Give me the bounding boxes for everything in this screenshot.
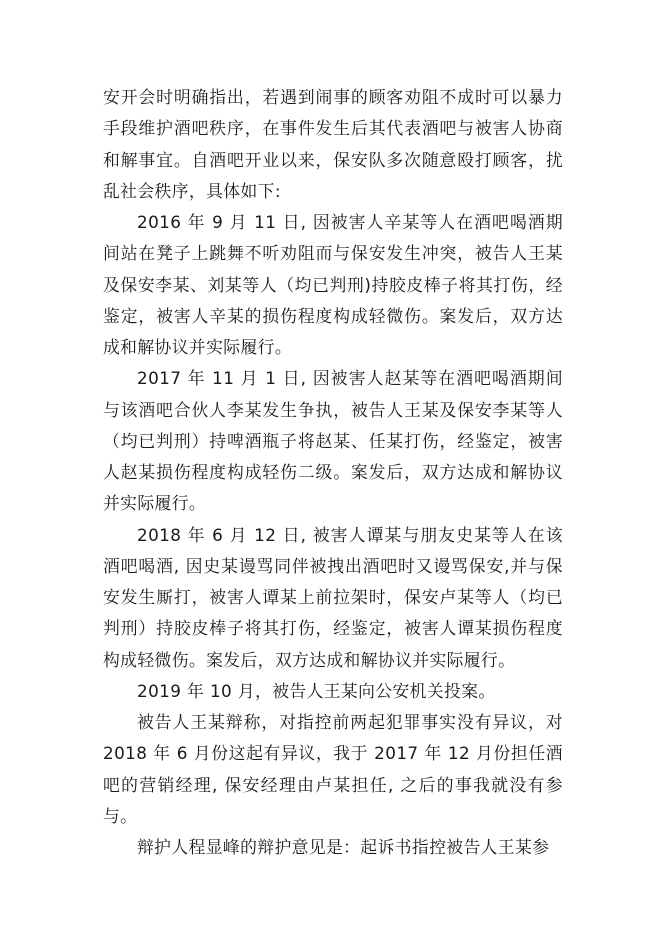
paragraph-continuation: 安开会时明确指出，若遇到闹事的顾客劝阻不成时可以暴力手段维护酒吧秩序，在事件发生后其代表酒吧与被害人协商和解事宜。自酒吧开业以来，保安队多次随意殴打顾客，扰乱社会秩序，具体如下: <box>103 87 563 201</box>
paragraph-surrender-2019: 2019 年 10 月，被告人王某向公安机关投案。 <box>137 680 496 701</box>
document-body <box>103 82 563 863</box>
paragraph-incident-2017: 2017 年 11 月 1 日, 因被害人赵某等在酒吧喝酒期间与该酒吧合伙人李某发生争执，被告人王某及保安李某等人（均已判刑）持啤酒瓶子将赵某、任某打伤，经鉴定，被害人赵某损伤程度构成轻伤二级。案发后，双方达成和解协议并实际履行。 <box>103 368 563 514</box>
paragraph-defendant-statement: 被告人王某辩称，对指控前两起犯罪事实没有异议，对 2018 年 6 月份这起有异议，我于 2017 年 12 月份担任酒吧的营销经理, 保安经理由卢某担任, 之后的事我就没有参与。 <box>103 712 563 826</box>
paragraph-defense-opinion: 辩护人程显峰的辩护意见是：起诉书指控被告人王某参 <box>137 837 550 857</box>
paragraph-incident-2018: 2018 年 6 月 12 日, 被害人谭某与朋友史某等人在该酒吧喝酒, 因史某谩骂同伴被拽出酒吧时又谩骂保安,并与保安发生厮打，被害人谭某上前拉架时，保安卢某等人（均已判刑）持胶皮棒子将其打伤，经鉴定，被害人谭某损伤程度构成轻微伤。案发后，双方达成和解协议并实际履行。 <box>103 524 563 670</box>
paragraph-incident-2016: 2016 年 9 月 11 日, 因被害人辛某等人在酒吧喝酒期间站在凳子上跳舞不听劝阻而与保安发生冲突，被告人王某及保安李某、刘某等人（均已判刑)持胶皮棒子将其打伤，经鉴定，被害人辛某的损伤程度构成轻微伤。案发后，双方达成和解协议并实际履行。 <box>103 212 563 357</box>
